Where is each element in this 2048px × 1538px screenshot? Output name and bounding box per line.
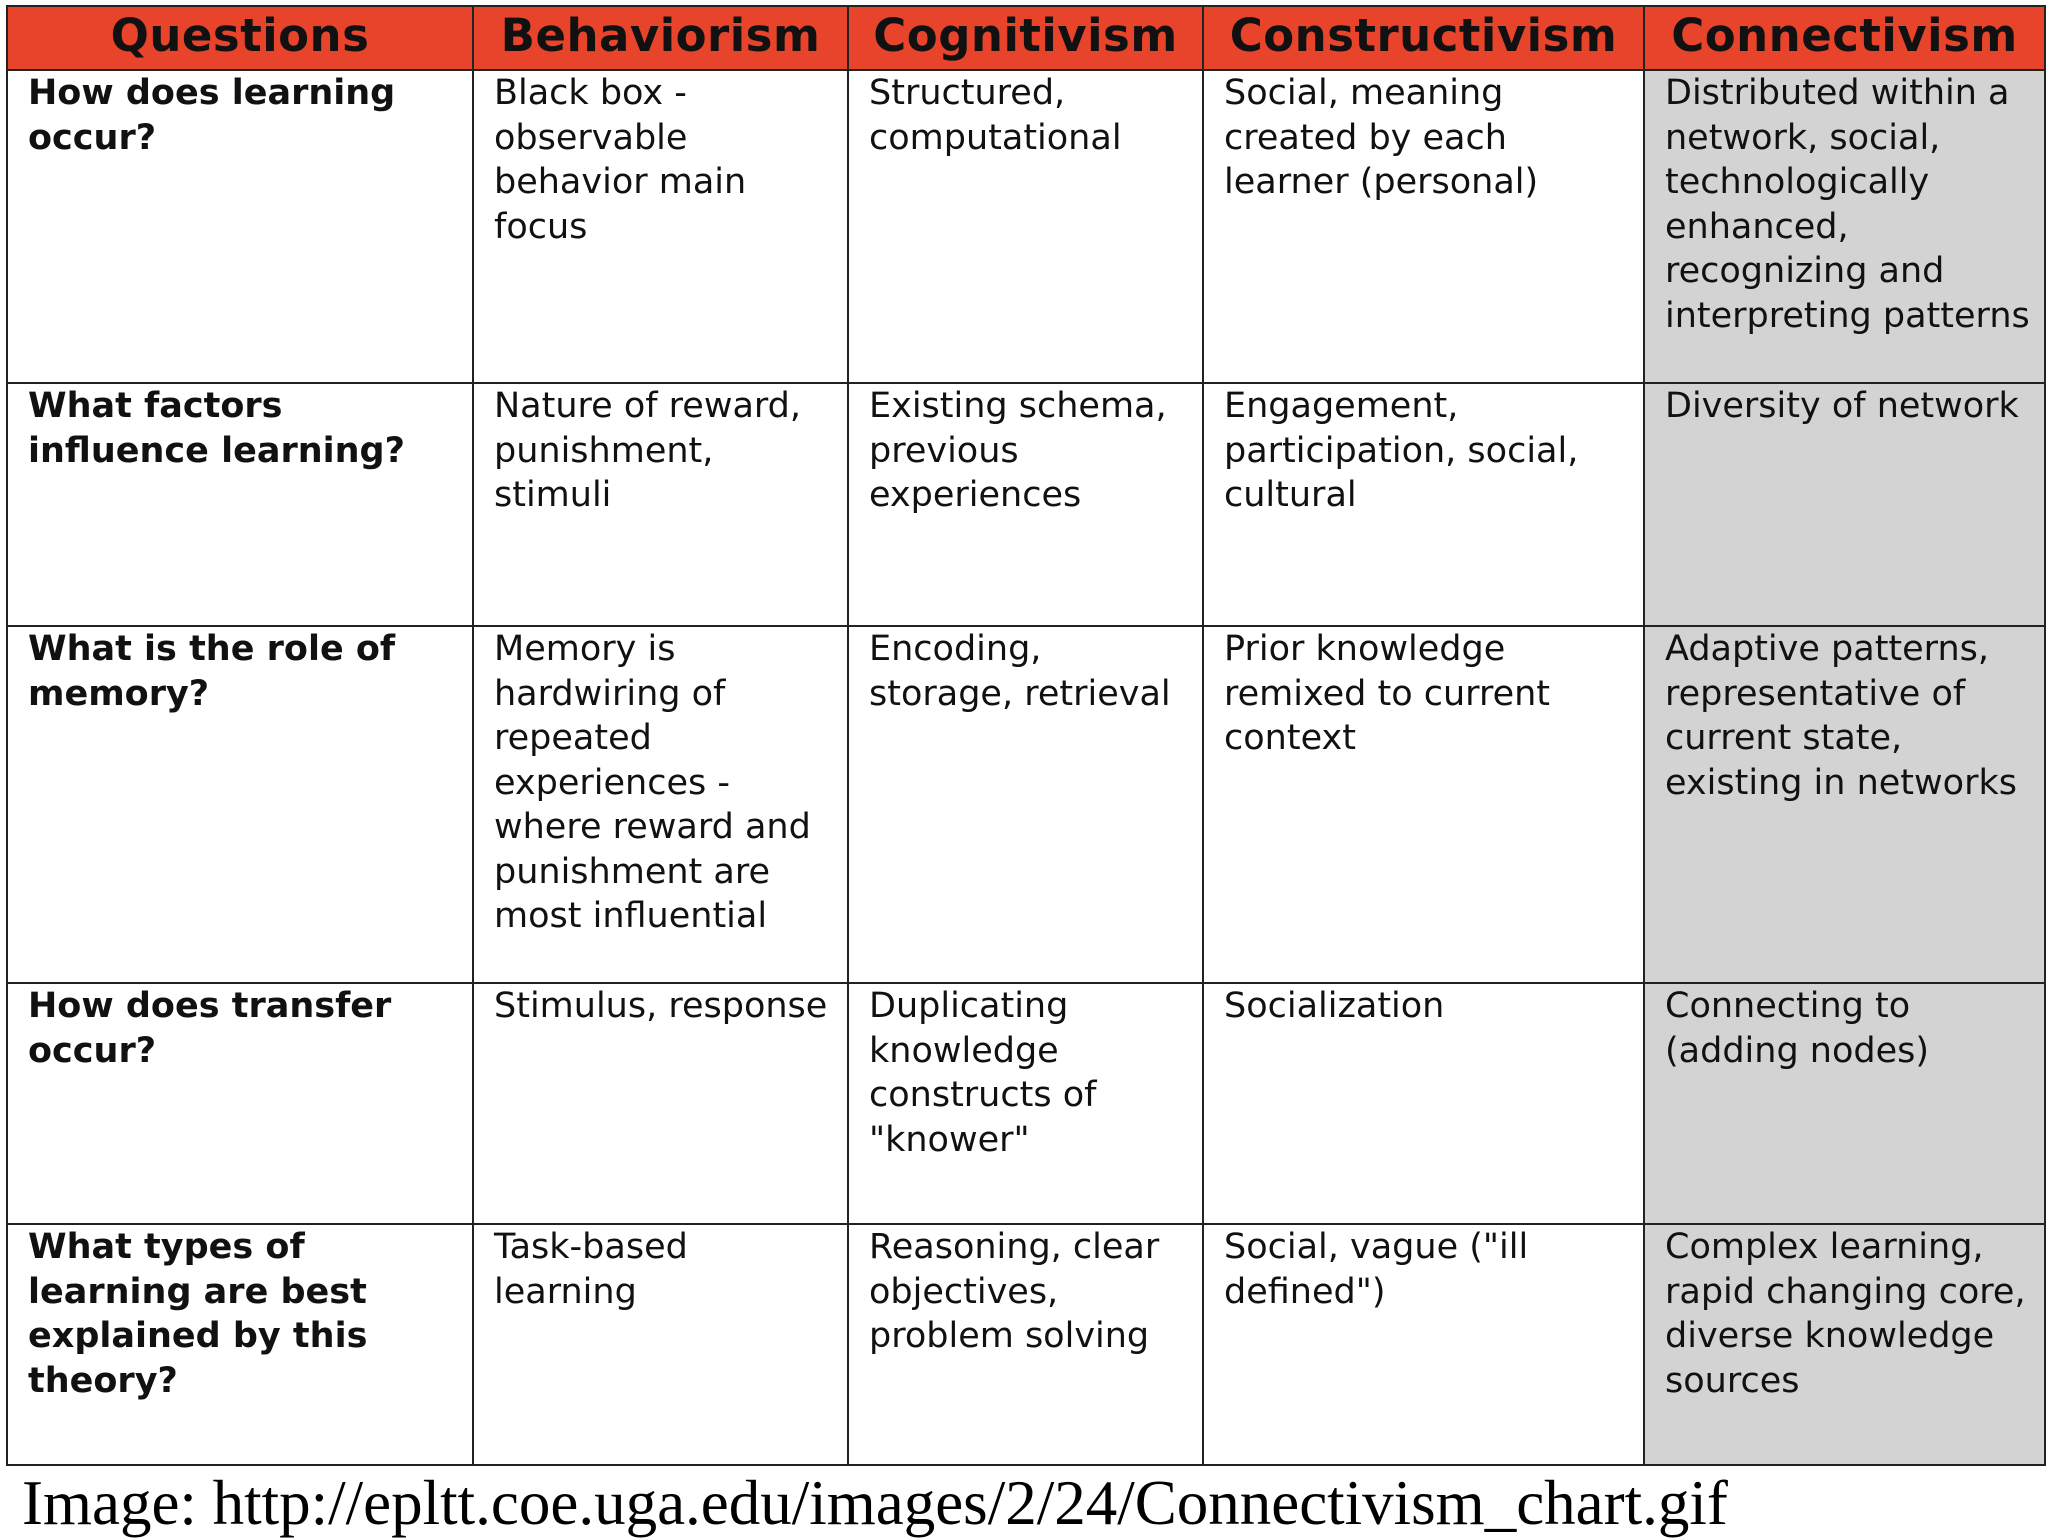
connectivism-cell: Complex learning, rapid changing core, diverse knowledge sources xyxy=(1644,1224,2045,1465)
behaviorism-cell: Task-based learning xyxy=(473,1224,848,1465)
question-cell: How does learning occur? xyxy=(7,70,473,383)
question-cell: What factors influence learning? xyxy=(7,383,473,626)
connectivism-cell: Diversity of network xyxy=(1644,383,2045,626)
header-constructivism: Constructivism xyxy=(1203,6,1644,70)
connectivism-cell: Distributed within a network, social, technologically enhanced, recognizing and interpreting patterns xyxy=(1644,70,2045,383)
table-row xyxy=(7,983,2045,1224)
constructivism-cell: Socialization xyxy=(1203,983,1644,1224)
header-cognitivism: Cognitivism xyxy=(848,6,1203,70)
table-row xyxy=(7,70,2045,383)
learning-theories-table xyxy=(6,5,2046,1466)
table-row xyxy=(7,626,2045,983)
connectivism-cell: Connecting to (adding nodes) xyxy=(1644,983,2045,1224)
cognitivism-cell: Reasoning, clear objectives, problem solving xyxy=(848,1224,1203,1465)
header-connectivism: Connectivism xyxy=(1644,6,2045,70)
question-cell: How does transfer occur? xyxy=(7,983,473,1224)
question-cell: What types of learning are best explained by this theory? xyxy=(7,1224,473,1465)
connectivism-cell: Adaptive patterns, representative of current state, existing in networks xyxy=(1644,626,2045,983)
constructivism-cell: Social, vague ("ill defined") xyxy=(1203,1224,1644,1465)
behaviorism-cell: Memory is hardwiring of repeated experiences - where reward and punishment are most influential xyxy=(473,626,848,983)
table-row xyxy=(7,1224,2045,1465)
cognitivism-cell: Existing schema, previous experiences xyxy=(848,383,1203,626)
constructivism-cell: Prior knowledge remixed to current context xyxy=(1203,626,1644,983)
behaviorism-cell: Nature of reward, punishment, stimuli xyxy=(473,383,848,626)
header-behaviorism: Behaviorism xyxy=(473,6,848,70)
image-source-caption: Image: http://epltt.coe.uga.edu/images/2/24/Connectivism_chart.gif xyxy=(22,1468,1728,1538)
constructivism-cell: Engagement, participation, social, cultural xyxy=(1203,383,1644,626)
question-cell: What is the role of memory? xyxy=(7,626,473,983)
table-row xyxy=(7,383,2045,626)
constructivism-cell: Social, meaning created by each learner (personal) xyxy=(1203,70,1644,383)
header-questions: Questions xyxy=(7,6,473,70)
header-row xyxy=(7,6,2045,70)
cognitivism-cell: Structured, computational xyxy=(848,70,1203,383)
cognitivism-cell: Duplicating knowledge constructs of "knower" xyxy=(848,983,1203,1224)
cognitivism-cell: Encoding, storage, retrieval xyxy=(848,626,1203,983)
behaviorism-cell: Stimulus, response xyxy=(473,983,848,1224)
behaviorism-cell: Black box - observable behavior main focus xyxy=(473,70,848,383)
